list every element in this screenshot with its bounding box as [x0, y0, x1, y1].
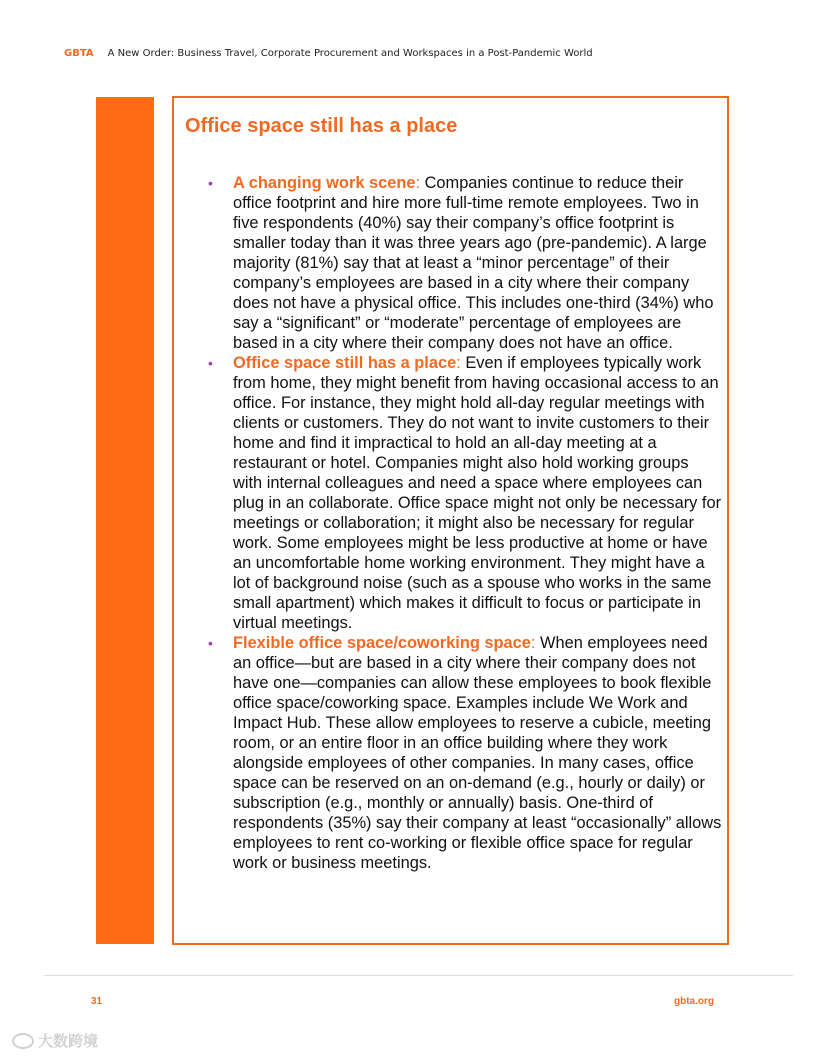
list-item — [202, 633, 722, 873]
watermark-logo-icon — [12, 1033, 34, 1049]
bullet-colon: : — [415, 174, 421, 192]
bullet-body: Companies continue to reduce their office footprint and hire more full-time remote employees. Two in five respondents (40%) say their company’s office footprint is smaller today than it was three years ago (pre-pandemic). A large majority (81%) say that at least a “minor percentage” of their company’s employees are based in a city where their company does not have a physical office. This includes one-third (34%) who say a “significant” or “moderate” percentage of employees are based in a city where their company does not have an office. — [233, 174, 714, 352]
orange-accent-bar — [96, 97, 154, 944]
list-item — [202, 173, 722, 353]
bullet-list — [202, 173, 722, 873]
bullet-heading: A changing work scene — [233, 174, 416, 192]
list-item — [202, 353, 722, 633]
page-header — [64, 46, 593, 60]
bullet-colon: : — [456, 354, 461, 372]
section-title: Office space still has a place — [185, 115, 458, 137]
bullet-colon: : — [530, 634, 536, 652]
page-number: 31 — [91, 996, 103, 1007]
bullet-dot-icon: • — [208, 175, 213, 191]
bullet-body: Even if employees typically work from home, they might benefit from having occasional access to an office. For instance, they might hold all-day regular meetings with clients or customers. They do not want to invite customers to their home and find it impractical to hold an all-day meeting at a restaurant or hotel. Companies might also hold working groups with internal colleagues and need a space where employees can plug in an collaborate. Office space might not only be necessary for meetings or collaboration; it might also be necessary for regular work. Some employees might be less productive at home or have an uncomfortable home working environment. They might have a lot of background noise (such as a spouse who works in the same small apartment) which makes it difficult to focus or participate in virtual meetings. — [233, 354, 722, 632]
content-box — [172, 96, 729, 945]
bullet-dot-icon: • — [208, 355, 213, 371]
bullet-heading: Office space still has a place — [233, 354, 457, 372]
header-title: A New Order: Business Travel, Corporate Procurement and Workspaces in a Post-Pandemic World — [107, 47, 593, 59]
header-brand: GBTA — [64, 47, 94, 59]
bullet-dot-icon: • — [208, 635, 213, 651]
watermark-text: 大数跨境 — [38, 1033, 99, 1050]
bullet-body: When employees need an office—but are based in a city where their company does not have one—companies can allow these employees to book flexible office space/coworking space. Examples include We Work and Impact Hub. These allow employees to reserve a cubicle, meeting room, or an entire floor in an office building where they work alongside employees of other companies. In many cases, office space can be reserved on an on-demand (e.g., hourly or daily) or subscription (e.g., monthly or annually) basis. One-third of respondents (35%) say their company at least “occasionally” allows employees to rent co-working or flexible office space for regular work or business meetings. — [233, 634, 722, 872]
bullet-heading: Flexible office space/coworking space — [233, 634, 531, 652]
footer-website-link[interactable]: gbta.org — [674, 996, 714, 1007]
footer-divider — [44, 975, 793, 976]
watermark — [12, 1030, 98, 1051]
